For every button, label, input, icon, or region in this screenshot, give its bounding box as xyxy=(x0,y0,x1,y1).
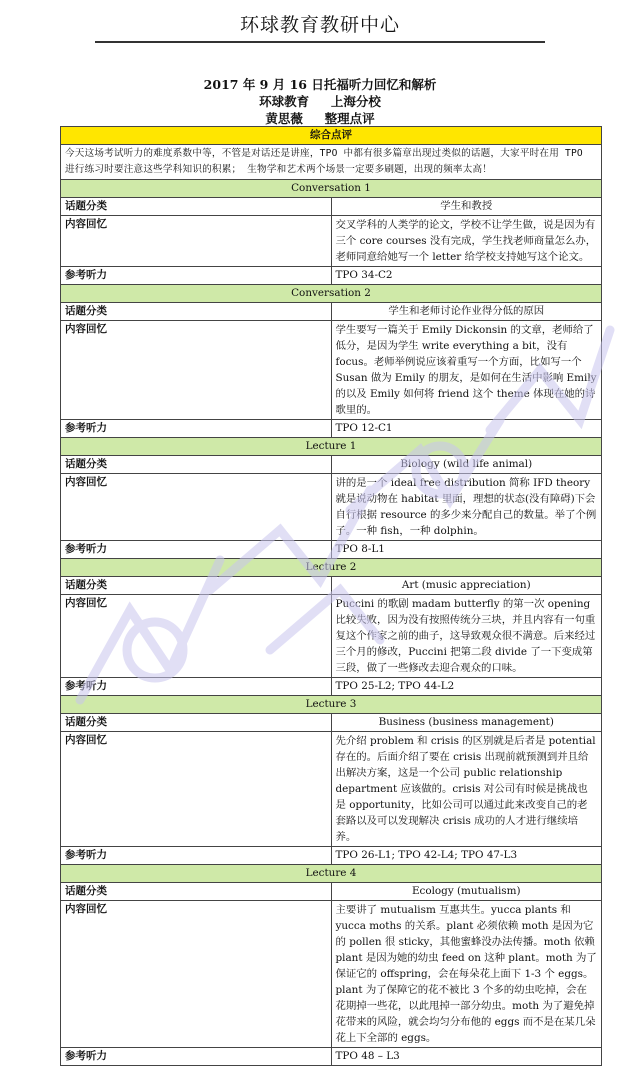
topic-value: Art (music appreciation) xyxy=(331,577,602,595)
reference-label: 参考听力 xyxy=(61,1048,332,1066)
section-title: Conversation 1 xyxy=(61,180,602,198)
section-title: Lecture 2 xyxy=(61,559,602,577)
topic-value: Biology (wild life animal) xyxy=(331,456,602,474)
content-value: 学生要写一篇关于 Emily Dickonsin 的文章，老师给了低分，是因为学生 write everything a bit，没有 focus。老师举例说应该着重写一个方面，比如写一个 Susan 做为 Emily 的朋友，是如何在生活中影响 Emily 的以及 Emily 如何将 friend 这个 theme 体现在她的诗歌里的。 xyxy=(331,321,602,420)
section-title: Conversation 2 xyxy=(61,285,602,303)
reference-value: TPO 12-C1 xyxy=(331,420,602,438)
reference-label: 参考听力 xyxy=(61,420,332,438)
reference-label: 参考听力 xyxy=(61,541,332,559)
content-label: 内容回忆 xyxy=(61,732,332,847)
content-value: Puccini 的歌剧 madam butterfly 的第一次 opening 比较失败，因为没有按照传统分三块，并且内容有一句重复这个作家之前的曲子，这导致观众很不满意。后来经过三个月的修改，Puccini 把第二段 divide 了一下变成第三段，做了一些修改去迎合观众的口味。 xyxy=(331,595,602,678)
report-table xyxy=(60,126,602,1066)
topic-value: 学生和教授 xyxy=(331,198,602,216)
topic-label: 话题分类 xyxy=(61,577,332,595)
section-title: Lecture 4 xyxy=(61,865,602,883)
content-value: 主要讲了 mutualism 互惠共生。yucca plants 和 yucca moths 的关系。plant 必须依赖 moth 是因为它的 pollen 很 sticky，其他蜜蜂没办法传播。moth 依赖 plant 是因为她的幼虫 feed on 这种 plant。moth 为了保证它的 offspring，会在每朵花上面下 1-3 个 eggs。plant 为了保障它的花不被比 3 个多的幼虫吃掉，会在花期掉一些花，以此甩掉一部分幼虫。moth 为了避免掉花带来的风险，就会均匀分布他的 eggs 而不是在某几朵花上下全部的 eggs。 xyxy=(331,901,602,1048)
topic-label: 话题分类 xyxy=(61,714,332,732)
reference-label: 参考听力 xyxy=(61,267,332,285)
topic-label: 话题分类 xyxy=(61,303,332,321)
section-title: Lecture 3 xyxy=(61,696,602,714)
header-divider xyxy=(95,41,545,43)
reference-value: TPO 8-L1 xyxy=(331,541,602,559)
page-header xyxy=(0,0,640,44)
topic-value: Business (business management) xyxy=(331,714,602,732)
content-value: 交叉学科的人类学的论文，学校不让学生做，说是因为有三个 core courses 没有完成，学生找老师商量怎么办，老师同意给她写一个 letter 给学校支持她写这个论文。 xyxy=(331,216,602,267)
topic-label: 话题分类 xyxy=(61,456,332,474)
reference-value: TPO 34-C2 xyxy=(331,267,602,285)
header-title: 环球教育教研中心 xyxy=(239,14,400,36)
document-school: 环球教育 上海分校 xyxy=(259,94,381,109)
content-label: 内容回忆 xyxy=(61,474,332,541)
content-label: 内容回忆 xyxy=(61,216,332,267)
topic-value: Ecology (mutualism) xyxy=(331,883,602,901)
content-label: 内容回忆 xyxy=(61,595,332,678)
content-label: 内容回忆 xyxy=(61,901,332,1048)
reference-value: TPO 25-L2; TPO 44-L2 xyxy=(331,678,602,696)
document-heading xyxy=(0,76,640,127)
topic-label: 话题分类 xyxy=(61,198,332,216)
topic-value: 学生和老师讨论作业得分低的原因 xyxy=(331,303,602,321)
reference-value: TPO 26-L1; TPO 42-L4; TPO 47-L3 xyxy=(331,847,602,865)
section-title: Lecture 1 xyxy=(61,438,602,456)
content-value: 先介绍 problem 和 crisis 的区别就是后者是 potential 存在的。后面介绍了要在 crisis 出现前就预测到并且给出解决方案，这是一个公司 public relationship department 应该做的。crisis 对公司有时候是挑战也是 opportunity，比如公司可以通过此来改变自己的老套路以及可以发现解决 crisis 成功的人才进行继续培养。 xyxy=(331,732,602,847)
document-author: 黄思薇 整理点评 xyxy=(265,111,375,126)
summary-heading: 综合点评 xyxy=(61,127,602,145)
reference-label: 参考听力 xyxy=(61,847,332,865)
content-value: 讲的是一个 ideal free distribution 简称 IFD theory 就是说动物在 habitat 里面，理想的状态(没有障碍)下会自行根据 resource 的多少来分配自己的数量。举了个例子。一种 fish，一种 dolphin。 xyxy=(331,474,602,541)
reference-label: 参考听力 xyxy=(61,678,332,696)
document-title: 2017 年 9 月 16 日托福听力回忆和解析 xyxy=(203,77,437,92)
reference-value: TPO 48 – L3 xyxy=(331,1048,602,1066)
summary-text: 今天这场考试听力的难度系数中等，不管是对话还是讲座，TPO 中都有很多篇章出现过类似的话题，大家平时在用 TPO 进行练习时要注意这些学科知识的积累； 生物学和艺术两个场景一定要多刷题，出现的频率太高！ xyxy=(61,145,602,180)
content-label: 内容回忆 xyxy=(61,321,332,420)
topic-label: 话题分类 xyxy=(61,883,332,901)
